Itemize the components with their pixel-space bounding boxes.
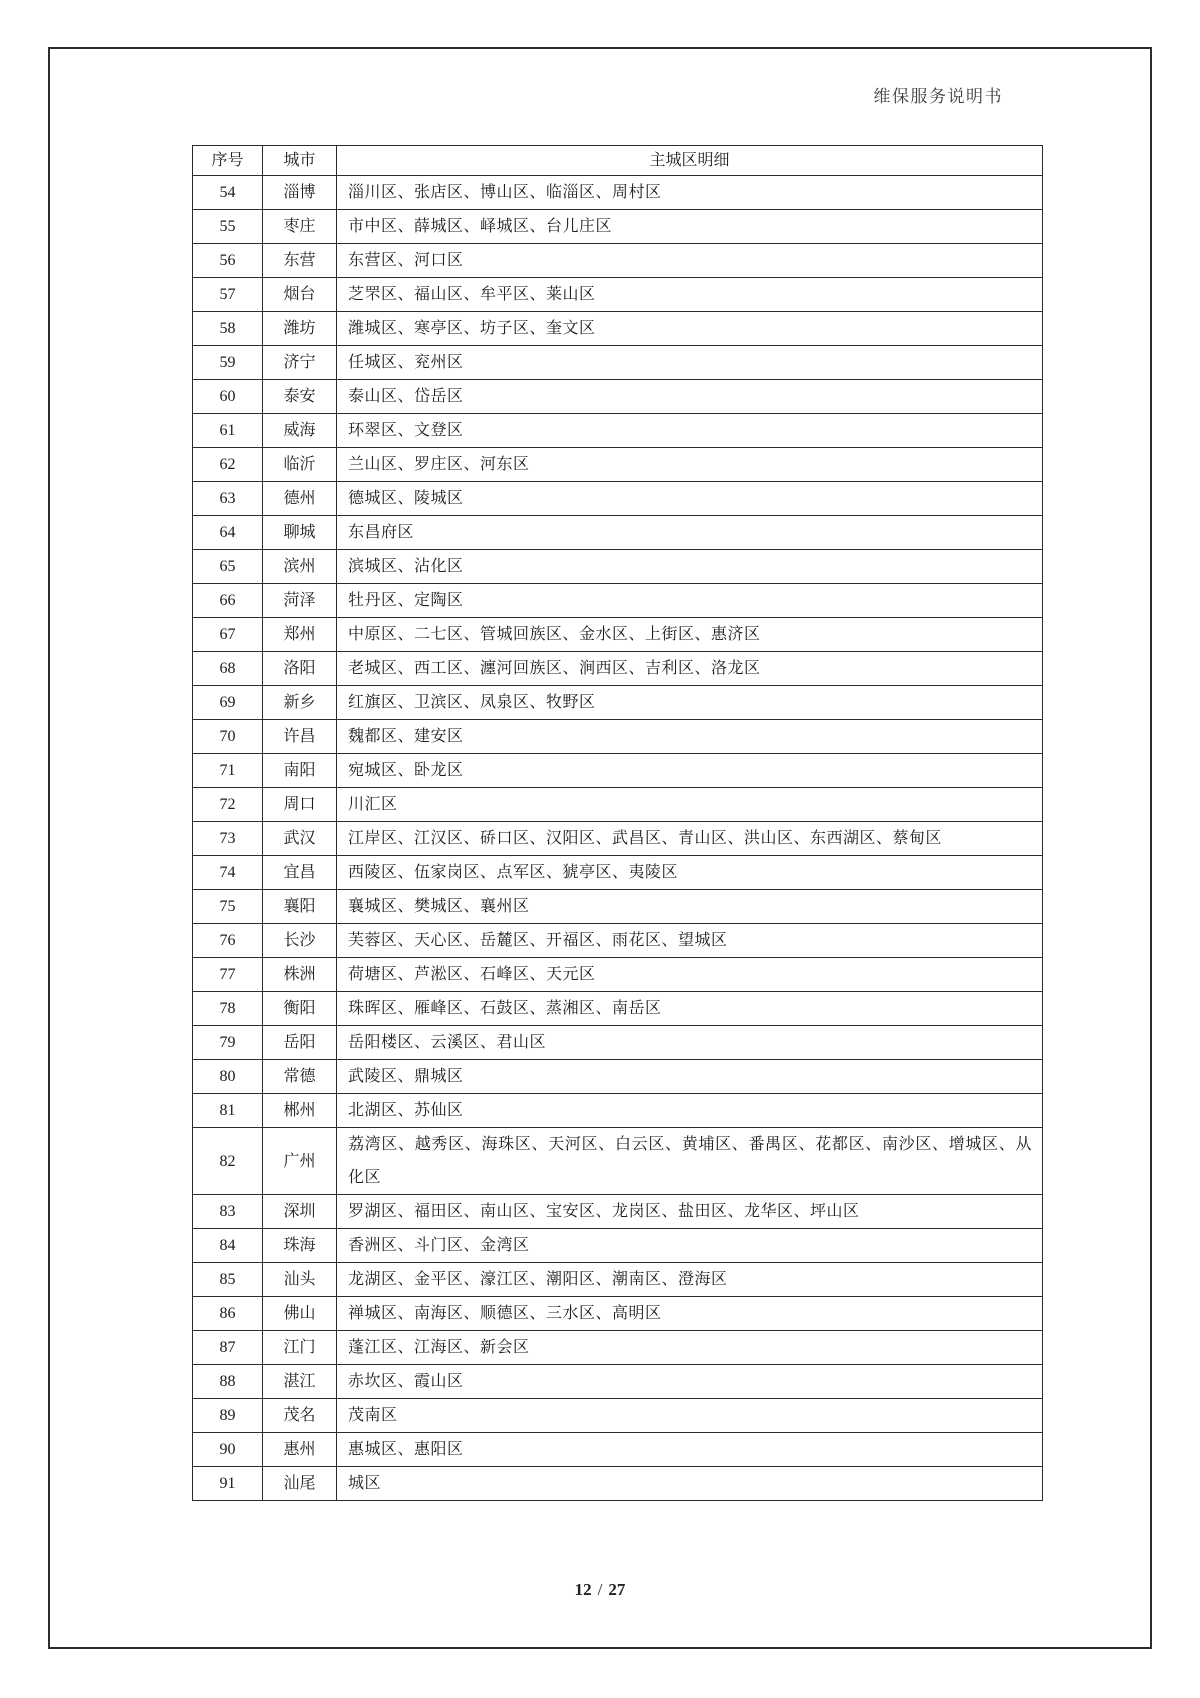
city-name-cell: 泰安	[263, 380, 337, 414]
table-row	[193, 890, 1043, 924]
city-name-cell: 潍坊	[263, 312, 337, 346]
table-row	[193, 312, 1043, 346]
city-name-cell: 常德	[263, 1060, 337, 1094]
row-index-cell: 89	[193, 1399, 263, 1433]
page-number-current: 12	[574, 1580, 592, 1599]
city-name-cell: 周口	[263, 788, 337, 822]
city-name-cell: 湛江	[263, 1365, 337, 1399]
districts-cell: 禅城区、南海区、顺德区、三水区、高明区	[337, 1297, 1043, 1331]
city-name-cell: 东营	[263, 244, 337, 278]
city-name-cell: 汕头	[263, 1263, 337, 1297]
districts-cell: 芙蓉区、天心区、岳麓区、开福区、雨花区、望城区	[337, 924, 1043, 958]
districts-cell: 茂南区	[337, 1399, 1043, 1433]
table-row	[193, 1026, 1043, 1060]
page-number-total: 27	[608, 1580, 626, 1599]
table-row	[193, 1263, 1043, 1297]
row-index-cell: 56	[193, 244, 263, 278]
row-index-cell: 84	[193, 1229, 263, 1263]
row-index-cell: 70	[193, 720, 263, 754]
table-row	[193, 244, 1043, 278]
row-index-cell: 78	[193, 992, 263, 1026]
row-index-cell: 72	[193, 788, 263, 822]
districts-cell: 赤坎区、霞山区	[337, 1365, 1043, 1399]
districts-cell: 武陵区、鼎城区	[337, 1060, 1043, 1094]
districts-cell: 市中区、薛城区、峄城区、台儿庄区	[337, 210, 1043, 244]
row-index-cell: 82	[193, 1128, 263, 1195]
row-index-cell: 58	[193, 312, 263, 346]
row-index-cell: 91	[193, 1467, 263, 1501]
districts-cell: 魏都区、建安区	[337, 720, 1043, 754]
table-row	[193, 924, 1043, 958]
table-row	[193, 550, 1043, 584]
city-name-cell: 郑州	[263, 618, 337, 652]
row-index-cell: 63	[193, 482, 263, 516]
districts-cell: 宛城区、卧龙区	[337, 754, 1043, 788]
city-name-cell: 衡阳	[263, 992, 337, 1026]
row-index-cell: 87	[193, 1331, 263, 1365]
row-index-cell: 64	[193, 516, 263, 550]
table-row	[193, 210, 1043, 244]
districts-cell: 滨城区、沾化区	[337, 550, 1043, 584]
districts-cell: 德城区、陵城区	[337, 482, 1043, 516]
districts-cell: 荔湾区、越秀区、海珠区、天河区、白云区、黄埔区、番禺区、花都区、南沙区、增城区、从化区	[337, 1128, 1043, 1195]
districts-cell: 岳阳楼区、云溪区、君山区	[337, 1026, 1043, 1060]
row-index-cell: 75	[193, 890, 263, 924]
districts-cell: 香洲区、斗门区、金湾区	[337, 1229, 1043, 1263]
districts-cell: 惠城区、惠阳区	[337, 1433, 1043, 1467]
table-row	[193, 822, 1043, 856]
city-name-cell: 新乡	[263, 686, 337, 720]
row-index-cell: 66	[193, 584, 263, 618]
city-name-cell: 深圳	[263, 1195, 337, 1229]
districts-cell: 芝罘区、福山区、牟平区、莱山区	[337, 278, 1043, 312]
table-row	[193, 414, 1043, 448]
table-row	[193, 1297, 1043, 1331]
city-name-cell: 广州	[263, 1128, 337, 1195]
page-number-separator: /	[597, 1580, 603, 1599]
districts-cell: 龙湖区、金平区、濠江区、潮阳区、潮南区、澄海区	[337, 1263, 1043, 1297]
table-row	[193, 1229, 1043, 1263]
table-row	[193, 1331, 1043, 1365]
table-row	[193, 516, 1043, 550]
districts-cell: 老城区、西工区、瀍河回族区、涧西区、吉利区、洛龙区	[337, 652, 1043, 686]
table-row	[193, 1128, 1043, 1195]
table-row	[193, 754, 1043, 788]
table-row	[193, 176, 1043, 210]
city-name-cell: 许昌	[263, 720, 337, 754]
row-index-cell: 86	[193, 1297, 263, 1331]
table-row	[193, 788, 1043, 822]
row-index-cell: 85	[193, 1263, 263, 1297]
districts-cell: 泰山区、岱岳区	[337, 380, 1043, 414]
table-row	[193, 1467, 1043, 1501]
city-name-cell: 武汉	[263, 822, 337, 856]
districts-cell: 罗湖区、福田区、南山区、宝安区、龙岗区、盐田区、龙华区、坪山区	[337, 1195, 1043, 1229]
city-name-cell: 淄博	[263, 176, 337, 210]
districts-cell: 任城区、兖州区	[337, 346, 1043, 380]
city-name-cell: 珠海	[263, 1229, 337, 1263]
city-name-cell: 襄阳	[263, 890, 337, 924]
row-index-cell: 83	[193, 1195, 263, 1229]
districts-cell: 江岸区、江汉区、硚口区、汉阳区、武昌区、青山区、洪山区、东西湖区、蔡甸区	[337, 822, 1043, 856]
table-row	[193, 584, 1043, 618]
city-name-cell: 佛山	[263, 1297, 337, 1331]
row-index-cell: 54	[193, 176, 263, 210]
table-row	[193, 856, 1043, 890]
table-row	[193, 380, 1043, 414]
row-index-cell: 57	[193, 278, 263, 312]
districts-cell: 东昌府区	[337, 516, 1043, 550]
column-header-city: 城市	[263, 146, 337, 176]
city-name-cell: 洛阳	[263, 652, 337, 686]
city-name-cell: 聊城	[263, 516, 337, 550]
row-index-cell: 76	[193, 924, 263, 958]
row-index-cell: 90	[193, 1433, 263, 1467]
city-name-cell: 威海	[263, 414, 337, 448]
districts-cell: 荷塘区、芦淞区、石峰区、天元区	[337, 958, 1043, 992]
districts-cell: 淄川区、张店区、博山区、临淄区、周村区	[337, 176, 1043, 210]
table-row	[193, 1399, 1043, 1433]
city-name-cell: 岳阳	[263, 1026, 337, 1060]
row-index-cell: 68	[193, 652, 263, 686]
row-index-cell: 69	[193, 686, 263, 720]
row-index-cell: 88	[193, 1365, 263, 1399]
districts-cell: 城区	[337, 1467, 1043, 1501]
city-name-cell: 烟台	[263, 278, 337, 312]
districts-cell: 襄城区、樊城区、襄州区	[337, 890, 1043, 924]
table-row	[193, 278, 1043, 312]
row-index-cell: 59	[193, 346, 263, 380]
districts-cell: 潍城区、寒亭区、坊子区、奎文区	[337, 312, 1043, 346]
city-name-cell: 滨州	[263, 550, 337, 584]
city-name-cell: 枣庄	[263, 210, 337, 244]
table-row	[193, 618, 1043, 652]
table-row	[193, 448, 1043, 482]
districts-cell: 蓬江区、江海区、新会区	[337, 1331, 1043, 1365]
city-name-cell: 南阳	[263, 754, 337, 788]
row-index-cell: 77	[193, 958, 263, 992]
table-row	[193, 686, 1043, 720]
districts-cell: 环翠区、文登区	[337, 414, 1043, 448]
districts-cell: 牡丹区、定陶区	[337, 584, 1043, 618]
column-header-districts: 主城区明细	[337, 146, 1043, 176]
row-index-cell: 81	[193, 1094, 263, 1128]
row-index-cell: 60	[193, 380, 263, 414]
row-index-cell: 80	[193, 1060, 263, 1094]
row-index-cell: 79	[193, 1026, 263, 1060]
table-row	[193, 652, 1043, 686]
row-index-cell: 67	[193, 618, 263, 652]
districts-cell: 珠晖区、雁峰区、石鼓区、蒸湘区、南岳区	[337, 992, 1043, 1026]
city-name-cell: 汕尾	[263, 1467, 337, 1501]
row-index-cell: 74	[193, 856, 263, 890]
districts-cell: 川汇区	[337, 788, 1043, 822]
table-body	[193, 176, 1043, 1501]
districts-cell: 兰山区、罗庄区、河东区	[337, 448, 1043, 482]
districts-cell: 北湖区、苏仙区	[337, 1094, 1043, 1128]
city-name-cell: 宜昌	[263, 856, 337, 890]
city-name-cell: 长沙	[263, 924, 337, 958]
city-name-cell: 菏泽	[263, 584, 337, 618]
table-row	[193, 482, 1043, 516]
table-row	[193, 1433, 1043, 1467]
row-index-cell: 61	[193, 414, 263, 448]
row-index-cell: 73	[193, 822, 263, 856]
table-header-row	[193, 146, 1043, 176]
table-row	[193, 1195, 1043, 1229]
row-index-cell: 71	[193, 754, 263, 788]
city-name-cell: 茂名	[263, 1399, 337, 1433]
city-name-cell: 江门	[263, 1331, 337, 1365]
document-header-title: 维保服务说明书	[873, 87, 1003, 106]
column-header-index: 序号	[193, 146, 263, 176]
table-row	[193, 992, 1043, 1026]
districts-cell: 红旗区、卫滨区、凤泉区、牧野区	[337, 686, 1043, 720]
districts-cell: 中原区、二七区、管城回族区、金水区、上街区、惠济区	[337, 618, 1043, 652]
table-row	[193, 1365, 1043, 1399]
table-row	[193, 346, 1043, 380]
city-name-cell: 株洲	[263, 958, 337, 992]
city-name-cell: 郴州	[263, 1094, 337, 1128]
table-row	[193, 958, 1043, 992]
districts-cell: 东营区、河口区	[337, 244, 1043, 278]
city-name-cell: 德州	[263, 482, 337, 516]
city-name-cell: 济宁	[263, 346, 337, 380]
row-index-cell: 55	[193, 210, 263, 244]
city-districts-table	[192, 145, 1043, 1501]
table-row	[193, 1094, 1043, 1128]
page-footer	[0, 1580, 1200, 1600]
row-index-cell: 65	[193, 550, 263, 584]
row-index-cell: 62	[193, 448, 263, 482]
districts-cell: 西陵区、伍家岗区、点军区、猇亭区、夷陵区	[337, 856, 1043, 890]
city-name-cell: 临沂	[263, 448, 337, 482]
table-row	[193, 1060, 1043, 1094]
city-name-cell: 惠州	[263, 1433, 337, 1467]
table-row	[193, 720, 1043, 754]
